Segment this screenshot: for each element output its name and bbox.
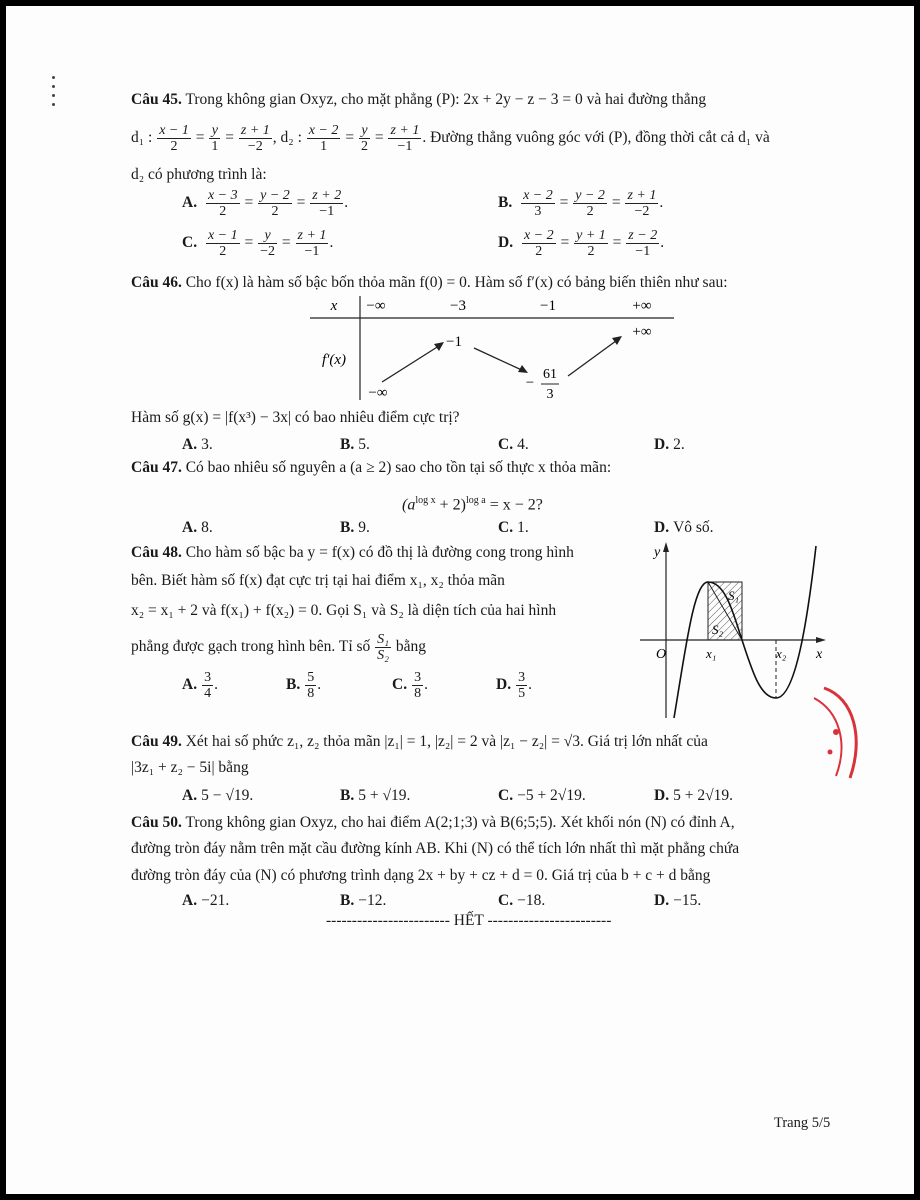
q47-option-c[interactable]: C. 1. [498,519,529,536]
q45-label: Câu 45. [131,91,182,108]
q50-option-b[interactable]: B. −12. [340,892,387,909]
table-pos-inf: +∞ [632,324,652,340]
q45-option-d[interactable]: D. $\frac{x - 2}{2}$ = $\frac{y + 1}{2}$ = $\frac{z - 2}{-1}$ . [498,228,665,259]
q47-option-d[interactable]: D. Vô số. [654,519,714,536]
q45-option-b[interactable]: B. $\frac{x - 2}{3}$ = $\frac{y - 2}{2}$ = $\frac{z + 1}{-2}$ . [498,188,664,219]
q46-option-c[interactable]: C. 4. [498,436,529,453]
q47-line1 [131,459,611,477]
q49-line1: Câu 49. Xét hai số phức z₁, z₂ thỏa mãn |z₁| = 1, |z₂| = 2 và |z₁ − z₂| = √3. Giá trị lớn nhất của [131,733,708,750]
q45-text2: . Đường thẳng vuông góc với (P), đồng thời cắt cả d₁ và [422,129,770,147]
q50-option-d[interactable]: D. −15. [654,892,702,909]
q46-option-a[interactable]: A. 3. [182,436,213,453]
q49-line2: |3z₁ + z₂ − 5i| bằng [131,759,249,776]
table-x-val-4: +∞ [632,298,652,314]
q48-option-a[interactable]: A. $\frac{3}{4}$ . [182,670,218,701]
table-min-num: 61 [543,367,557,382]
q49-option-d[interactable]: D. 5 + 2√19. [654,787,733,804]
q47-text: Có bao nhiêu số nguyên a (a ≥ 2) sao cho tồn tại số thực x thỏa mãn: [185,459,612,476]
q49-label: Câu 49. [131,733,182,750]
q48-label: Câu 48. [131,544,182,561]
q50-line3: đường tròn đáy của (N) có phương trình dạng 2x + by + cz + d = 0. Giá trị của b + c + d bằng [131,867,711,884]
graph-s1: S₁ [728,588,740,603]
table-x-val-3: −1 [540,298,556,314]
q46-label: Câu 46. [131,274,182,291]
q48-line2: bên. Biết hàm số f(x) đạt cực trị tại hai điểm x₁, x₂ thỏa mãn [131,572,505,589]
q48-line4: phẳng được gạch trong hình bên. Tỉ số $\frac{\text{S₁}}{\text{S₂}}$ bằng [131,632,427,663]
table-min-sign: − [525,375,535,391]
graph-x2: x₂ [776,646,787,661]
q47-equation: $(a^{log x} + 2)^{log a} = x - 2$? [402,495,543,514]
q50-option-c[interactable]: C. −18. [498,892,546,909]
q49-option-a[interactable]: A. 5 − √19. [182,787,254,804]
q48-option-c[interactable]: C. $\frac{3}{8}$ . [392,670,428,701]
q48-option-d[interactable]: D. $\frac{3}{5}$ . [496,670,532,701]
table-x-label: x [330,298,338,314]
q46-option-d[interactable]: D. 2. [654,436,685,453]
q48-line3: x₂ = x₁ + 2 và f(x₁) + f(x₂) = 0. Gọi S₁ và S₂ là diện tích của hai hình [131,602,557,619]
q48-line1: Câu 48. Cho hàm số bậc ba y = f(x) có đồ thị là đường cong trong hình [131,544,574,561]
q45-line3: d₂ có phương trình là: [131,166,267,183]
table-max-val: −1 [446,334,462,350]
margin-dots [52,76,56,106]
exam-page [6,6,914,1194]
graph-origin: O [656,647,667,662]
q45-line2: d₁ : $\frac{x - 1}{2}$ = $\frac{y}{1}$ = $\frac{z + 1}{-2}$ , d₂ : $\frac{x - 2}{1}$ = $\frac{y}{2}$ = $\frac{z + 1}{-1}$ . Đường thẳng vuông góc với (P), đồng thời cắt cả d₁ và [131,123,770,154]
d2-label: , d₂ : [272,129,306,147]
q48-option-b[interactable]: B. $\frac{5}{8}$ . [286,670,322,701]
q46-line1 [131,274,728,292]
q45-option-a[interactable]: A. $\frac{x - 3}{2}$ = $\frac{y - 2}{2}$ = $\frac{z + 2}{-1}$ . [182,188,349,219]
q50-label: Câu 50. [131,814,182,831]
q45-text1: Trong không gian Oxyz, cho mặt phẳng (P): 2x + 2y − z − 3 = 0 và hai đường thẳng [185,91,707,108]
q49-option-b[interactable]: B. 5 + √19. [340,787,411,804]
q50-option-a[interactable]: A. −21. [182,892,230,909]
q46-text: Cho f(x) là hàm số bậc bốn thỏa mãn f(0) = 0. Hàm số f′(x) có bảng biến thiên như sau: [185,274,728,291]
table-x-val-2: −3 [450,298,466,314]
q46-question: Hàm số g(x) = |f(x³) − 3x| có bao nhiêu điểm cực trị? [131,409,460,426]
q47-label: Câu 47. [131,459,182,476]
q50-line2: đường tròn đáy nằm trên mặt cầu đường kính AB. Khi (N) có thể tích lớn nhất thì mặt phẳng chứa [131,840,740,857]
graph-y-label: y [654,545,661,560]
q47-option-b[interactable]: B. 9. [340,519,370,536]
q45-line1 [131,91,706,109]
end-marker: ------------------------ HẾT ------------------------ [326,912,612,929]
variation-table [306,292,678,404]
red-stamp [806,678,866,798]
graph-x1: x₁ [706,646,717,661]
q46-option-b[interactable]: B. 5. [340,436,370,453]
q50-line1: Câu 50. Trong không gian Oxyz, cho hai điểm A(2;1;3) và B(6;5;5). Xét khối nón (N) có đỉnh A, [131,814,735,831]
table-min-den: 3 [546,387,554,402]
table-fprime-label: f′(x) [321,352,347,368]
page-number: Trang 5/5 [774,1115,831,1131]
q47-option-a[interactable]: A. 8. [182,519,213,536]
table-x-val-1: −∞ [366,298,386,314]
d1-label: d₁ : [131,129,157,147]
q49-option-c[interactable]: C. −5 + 2√19. [498,787,586,804]
table-neg-inf: −∞ [368,385,388,401]
q45-option-c[interactable]: C. $\frac{x - 1}{2}$ = $\frac{y}{-2}$ = $\frac{z + 1}{-1}$ . [182,228,334,259]
graph-s2: S₂ [712,622,724,637]
graph-x-label: x [816,647,823,662]
